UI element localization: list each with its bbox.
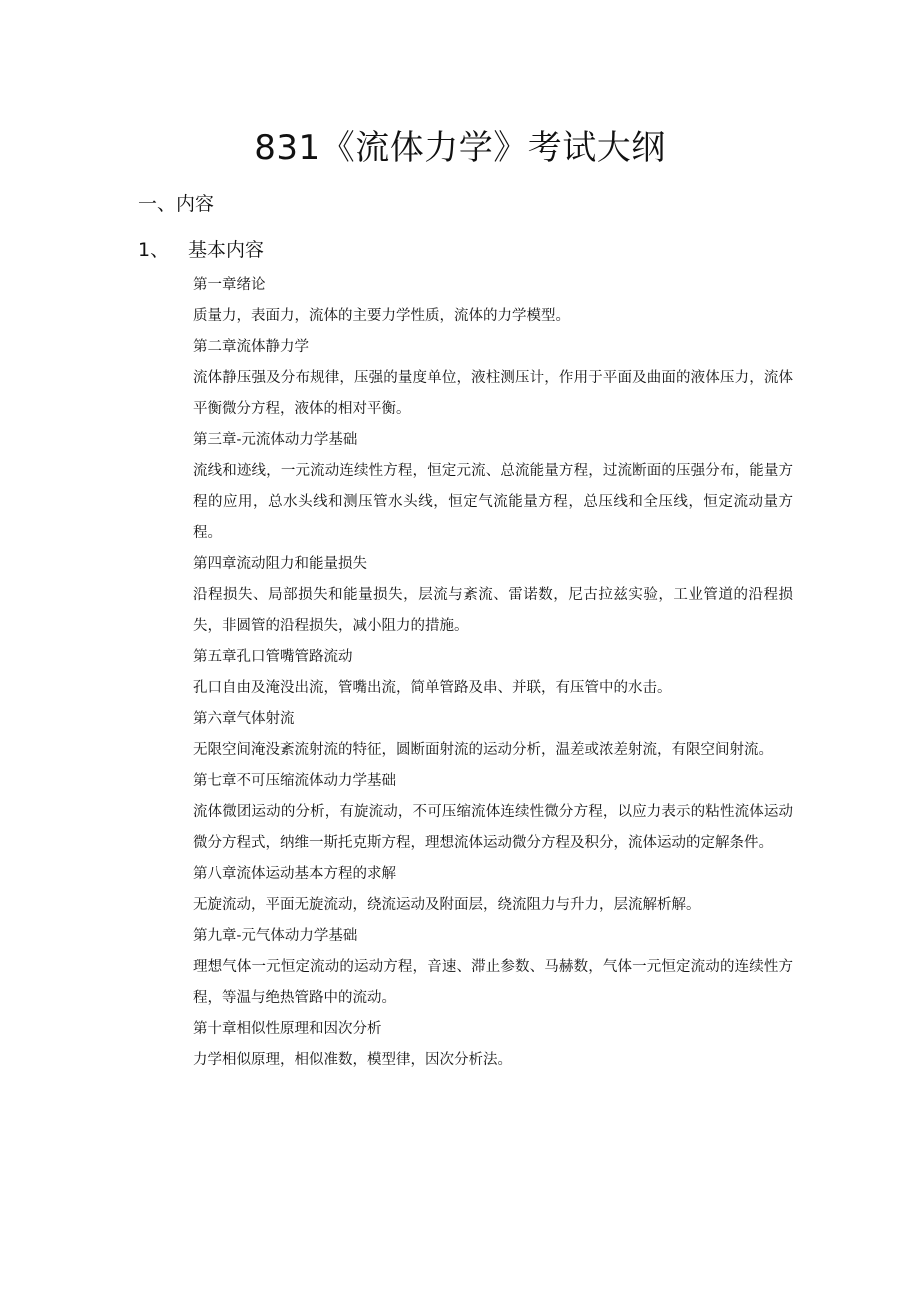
chapter-8-content: 无旋流动，平面无旋流动，绕流运动及附面层，绕流阻力与升力，层流解析解。 xyxy=(193,897,701,913)
chapter-2-title: 第二章流体静力学 xyxy=(193,339,309,355)
chapter-10-content: 力学相似原理，相似准数，模型律，因次分析法。 xyxy=(193,1052,512,1068)
chapter-7-title: 第七章不可压缩流体动力学基础 xyxy=(193,773,396,789)
chapter-9-content: 理想气体一元恒定流动的运动方程，音速、滞止参数、马赫数，气体一元恒定流动的连续性方程，等温与绝热管路中的流动。 xyxy=(193,959,793,1006)
subsection-number: 1、 xyxy=(138,239,170,261)
subsection-heading xyxy=(138,236,264,264)
chapter-9-title: 第九章-元气体动力学基础 xyxy=(193,928,358,944)
chapter-6-title: 第六章气体射流 xyxy=(193,711,295,727)
page-title: 831《流体力学》考试大纲 xyxy=(254,128,666,168)
chapter-1-content: 质量力，表面力，流体的主要力学性质，流体的力学模型。 xyxy=(193,308,570,324)
chapter-4-title: 第四章流动阻力和能量损失 xyxy=(193,556,367,572)
chapter-4-content: 沿程损失、局部损失和能量损失，层流与紊流、雷诺数，尼古拉兹实验，工业管道的沿程损失，非圆管的沿程损失，减小阻力的措施。 xyxy=(193,587,793,634)
chapter-7-content: 流体微团运动的分析，有旋流动，不可压缩流体连续性微分方程，以应力表示的粘性流体运动微分方程式，纳维一斯托克斯方程，理想流体运动微分方程及积分，流体运动的定解条件。 xyxy=(193,804,793,851)
chapter-10-title: 第十章相似性原理和因次分析 xyxy=(193,1021,382,1037)
chapter-8-title: 第八章流体运动基本方程的求解 xyxy=(193,866,396,882)
subsection-title: 基本内容 xyxy=(188,239,265,261)
chapter-3-title: 第三章-元流体动力学基础 xyxy=(193,432,358,448)
chapter-list xyxy=(193,270,793,1076)
chapter-3-content: 流线和迹线，一元流动连续性方程，恒定元流、总流能量方程，过流断面的压强分布，能量方程的应用，总水头线和测压管水头线，恒定气流能量方程，总压线和全压线，恒定流动量方程。 xyxy=(193,463,793,541)
chapter-6-content: 无限空间淹没紊流射流的特征，圆断面射流的运动分析，温差或浓差射流，有限空间射流。 xyxy=(193,742,773,758)
chapter-5-title: 第五章孔口管嘴管路流动 xyxy=(193,649,353,665)
chapter-1-title: 第一章绪论 xyxy=(193,277,266,293)
section-heading: 一、内容 xyxy=(138,193,215,215)
chapter-2-content: 流体静压强及分布规律，压强的量度单位，液柱测压计，作用于平面及曲面的液体压力，流体平衡微分方程，液体的相对平衡。 xyxy=(193,370,793,417)
chapter-5-content: 孔口自由及淹没出流，管嘴出流，简单管路及串、并联，有压管中的水击。 xyxy=(193,680,672,696)
